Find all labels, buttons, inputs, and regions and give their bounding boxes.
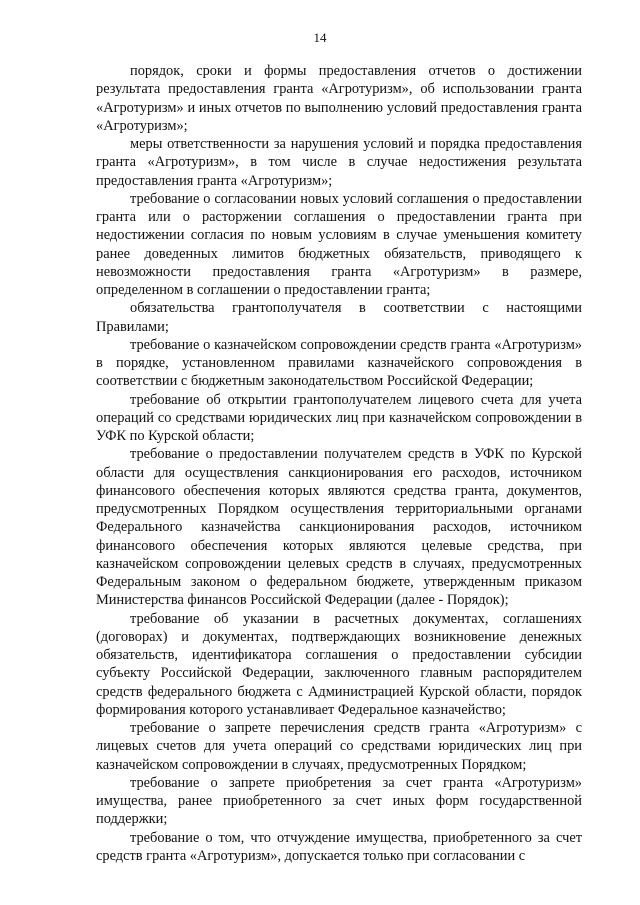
paragraph-report-procedure: порядок, сроки и формы предоставления отчетов о достижении результата предоставления гранта «Агротуризм», об использовании гранта «Агротуризм» и иных отчетов по выполнению условий предоставления гранта «Агротуризм»; — [96, 63, 582, 134]
paragraph-property-purchase-ban: требование о запрете приобретения за счет гранта «Агротуризм» имущества, ранее приобретенного за счет иных форм государственной поддержки; — [96, 774, 582, 828]
paragraph-transfer-ban: требование о запрете перечисления средств гранта «Агротуризм» с лицевых счетов для учета операций со средствами юридических лиц при казначейском сопровождении в случаях, предусмотренных Порядком; — [96, 720, 582, 773]
paragraph-obligations: обязательства грантополучателя в соответствии с настоящими Правилами; — [96, 300, 582, 335]
document-body — [96, 62, 582, 865]
page-number: 14 — [313, 30, 327, 45]
paragraph-account-opening: требование об открытии грантополучателем лицевого счета для учета операций со средствами юридических лиц при казначейском сопровождении в УФК по Курской области; — [96, 391, 582, 444]
paragraph-liability: меры ответственности за нарушения условий и порядка предоставления гранта «Агротуризм», в том числе в случае недостижения результата предоставления гранта «Агротуризм»; — [96, 136, 582, 189]
paragraph-identifier: требование об указании в расчетных документах, соглашениях (договорах) и документах, подтверждающих возникновение денежных обязательств, идентификатора соглашения о предоставлении субсидии субъекту Российской Федерации, заключенного главным распорядителем средств федерального бюджета с Администрацией Курской области, порядок формирования которого устанавливает Федеральное казначейство; — [96, 610, 582, 718]
paragraph-document-submission: требование о предоставлении получателем средств в УФК по Курской области для осуществления санкционирования его расходов, источником финансового обеспечения которых являются средства гранта, документов, предусмотренных Порядком осуществления территориальными органами Федерального казначейства санкционирования расходов, источником финансового обеспечения которых являются целевые средства, при казначейском сопровождении целевых средств в случаях, предусмотренных Федеральным законом о федеральном бюджете, утвержденным приказом Министерства финансов Российской Федерации (далее - Порядок); — [96, 446, 582, 609]
paragraph-agreement-changes: требование о согласовании новых условий соглашения о предоставлении гранта или о расторжении соглашения о предоставлении гранта при недостижении согласия по новым условиям в случае уменьшения комитету ранее доведенных лимитов бюджетных обязательств, приводящего к невозможности предоставления гранта «Агротуризм» в размере, определенном в соглашении о предоставлении гранта; — [96, 190, 582, 298]
paragraph-property-alienation: требование о том, что отчуждение имущества, приобретенного за счет средств гранта «Агротуризм», допускается только при согласовании с — [96, 829, 582, 864]
paragraph-treasury-support: требование о казначейском сопровождении средств гранта «Агротуризм» в порядке, установленном правилами казначейского сопровождения в соответствии с бюджетным законодательством Российской Федерации; — [96, 336, 582, 390]
